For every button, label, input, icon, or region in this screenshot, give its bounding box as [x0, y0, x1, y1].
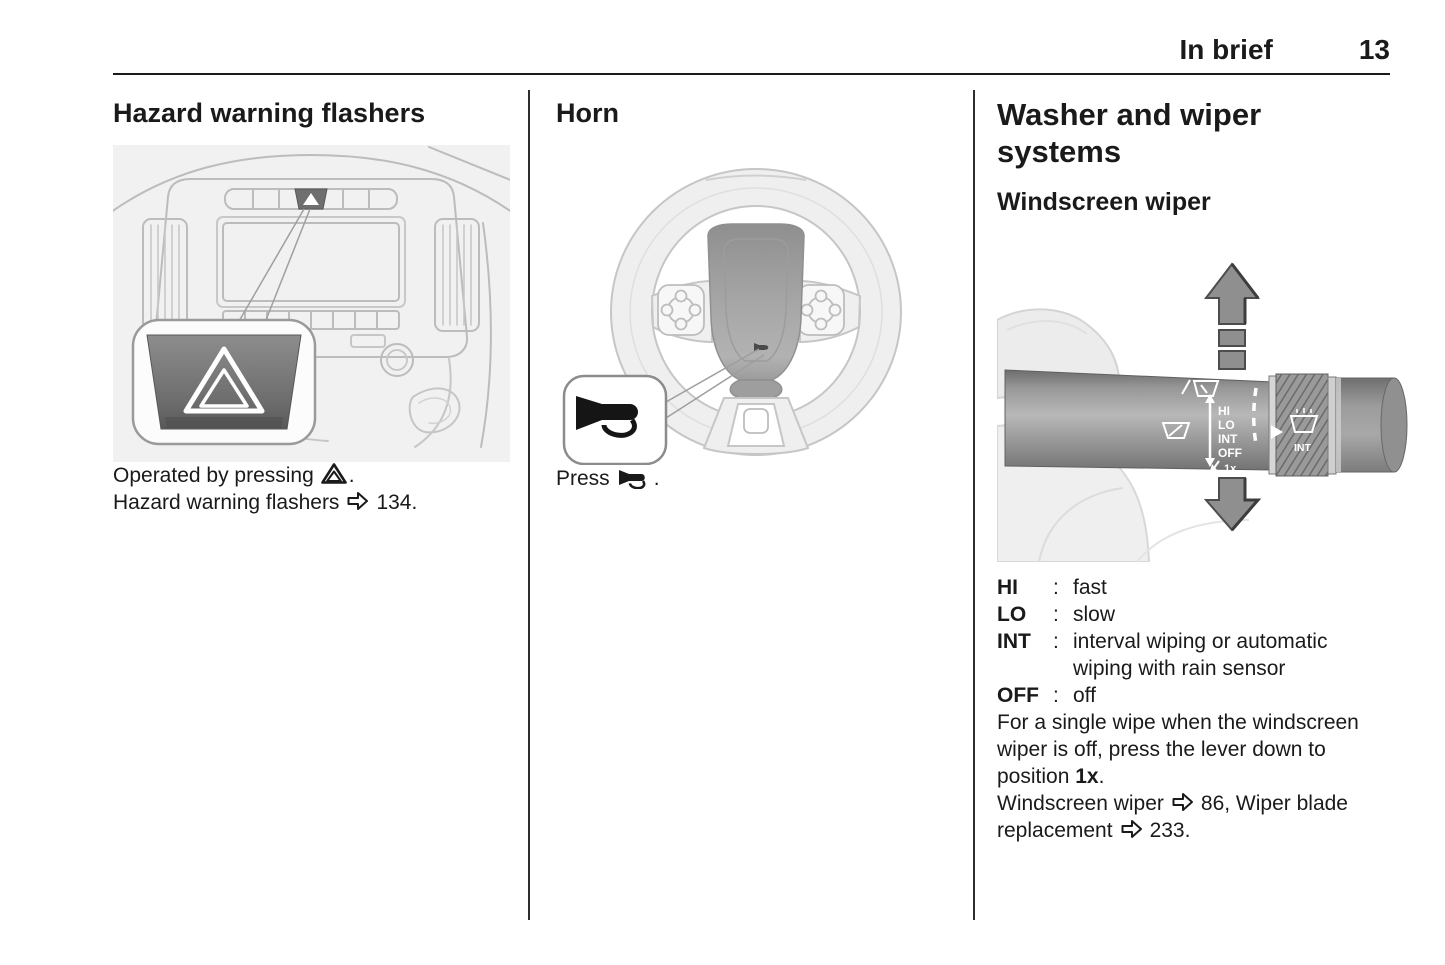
dashboard-console-illustration — [113, 145, 510, 462]
hazard-switch-small — [295, 189, 327, 209]
callout-leader-line — [231, 209, 310, 335]
subheading-windscreen-wiper: Windscreen wiper — [997, 188, 1211, 216]
hazard-button-callout — [133, 320, 315, 444]
position-desc-hi: fast — [1073, 576, 1107, 599]
hazard-operate-text: Operated by pressing . — [113, 464, 355, 487]
reference-arrow-icon — [1120, 819, 1143, 839]
section-title: In brief — [1179, 34, 1273, 65]
stalk-label-1x: 1x — [1224, 463, 1237, 475]
position-term-hi: HI — [997, 576, 1018, 599]
running-head — [113, 34, 1390, 66]
single-wipe-text: For a single wipe when the windscreen wiper is off, press the lever down to position 1x. — [997, 711, 1359, 788]
ring-label-int: INT — [1294, 442, 1311, 454]
column-horn — [556, 96, 946, 492]
wiper-positions-list — [997, 574, 1359, 709]
steering-wheel-illustration — [556, 150, 946, 465]
position-term-off: OFF — [997, 684, 1039, 707]
position-sep: : — [1053, 576, 1059, 599]
position-desc-lo: slow — [1073, 603, 1116, 626]
position-term-lo: LO — [997, 603, 1027, 626]
lever-up-arrow — [1206, 264, 1258, 369]
heading-horn: Horn — [556, 98, 619, 128]
horn-callout — [564, 376, 666, 464]
heading-hazard-warning-flashers: Hazard warning flashers — [113, 98, 426, 128]
position-sep: : — [1053, 630, 1059, 653]
stalk-label-lo: LO — [1218, 418, 1235, 432]
position-desc-off: off — [1073, 684, 1096, 707]
adjuster-ring — [1269, 374, 1336, 476]
column-washer-wiper — [997, 96, 1359, 844]
horn-press-text: Press . — [556, 467, 660, 490]
wiper-stalk-figure — [997, 234, 1417, 562]
airbag-pad — [708, 224, 804, 380]
horn-icon — [618, 467, 652, 489]
position-term-int: INT — [997, 630, 1031, 653]
page-number: 13 — [1358, 34, 1390, 65]
position-sep: : — [1053, 684, 1059, 707]
column-divider-1 — [528, 90, 530, 920]
position-1x-bold: 1x — [1075, 765, 1099, 788]
hazard-reference-text: Hazard warning flashers 134. — [113, 491, 418, 514]
steering-wheel-figure — [556, 150, 946, 465]
hazard-warning-icon — [321, 462, 347, 485]
stalk-label-off: OFF — [1218, 446, 1242, 460]
wiper-lever-illustration — [997, 234, 1417, 562]
column-divider-2 — [973, 90, 975, 920]
position-desc-int: interval wiping or automatic wiping with rain sensor — [1073, 630, 1328, 680]
reference-arrow-icon — [346, 491, 369, 511]
stalk-label-hi: HI — [1218, 404, 1230, 418]
position-sep: : — [1053, 603, 1059, 626]
header-rule — [113, 73, 1390, 75]
column-hazard-flashers — [113, 96, 510, 516]
wiper-reference-text: Windscreen wiper 86, Wiper blade replacement 233. — [997, 792, 1348, 842]
stalk-label-int: INT — [1218, 432, 1238, 446]
reference-arrow-icon — [1171, 792, 1194, 812]
hazard-console-figure — [113, 145, 510, 462]
lever-end-cap — [1336, 378, 1407, 472]
heading-washer-wiper-systems: Washer and wiper systems — [997, 97, 1262, 169]
